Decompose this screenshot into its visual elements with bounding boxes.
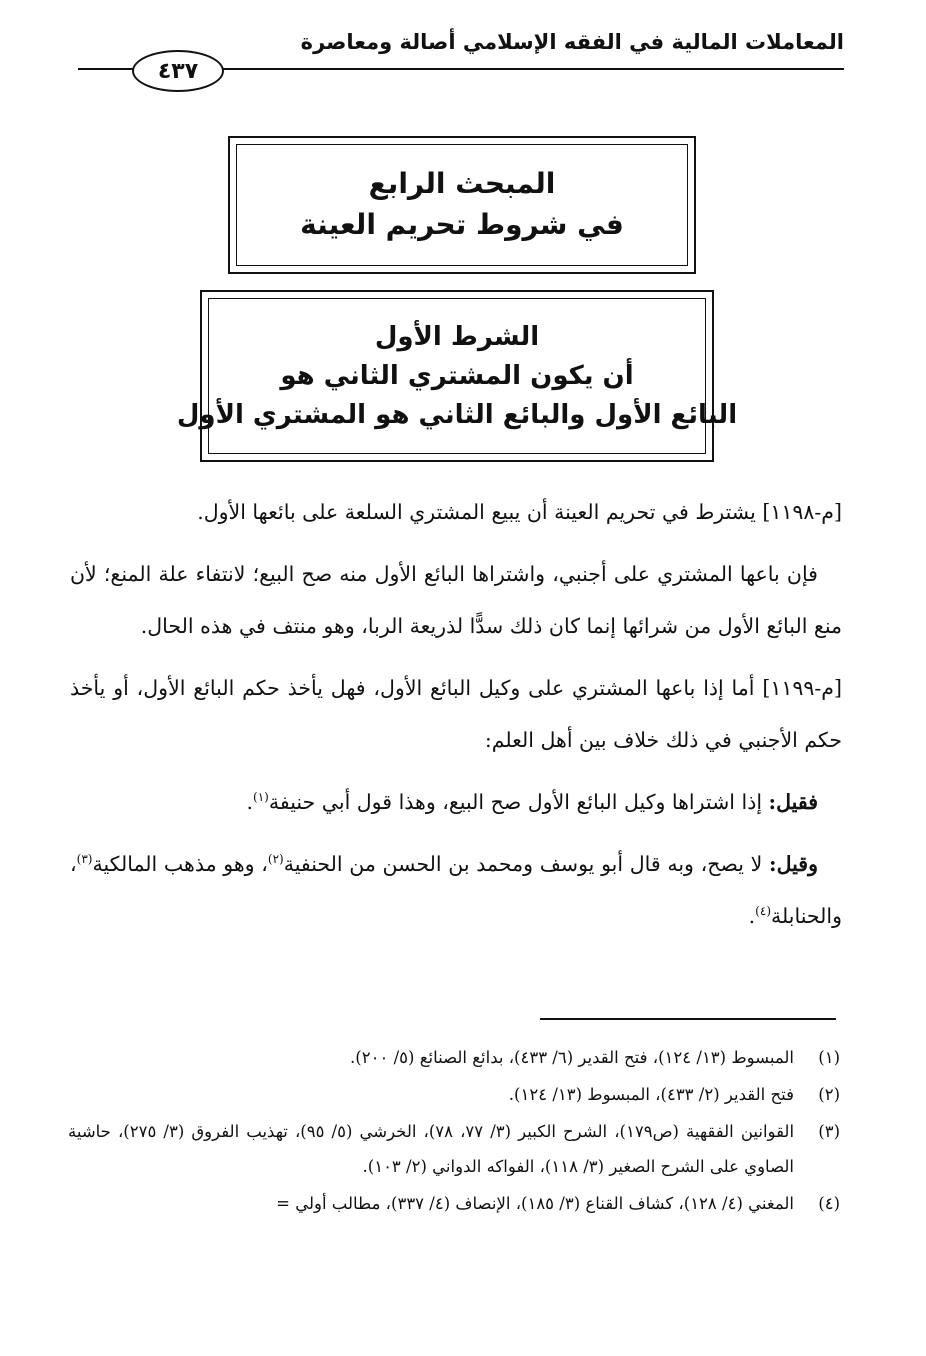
footnote-number: (٢)	[818, 1085, 840, 1104]
condition-line-2: أن يكون المشتري الثاني هو	[280, 360, 634, 391]
paragraph-5-text-2: ، وهو مذهب المالكية	[92, 852, 268, 876]
opinion-lead-1: فقيل:	[768, 790, 818, 814]
footnote-text: فتح القدير (٢/ ٤٣٣)، المبسوط (١٣/ ١٢٤).	[508, 1085, 794, 1104]
footnote-ref-1[interactable]: (١)	[253, 790, 269, 805]
footnote-text: القوانين الفقهية (ص١٧٩)، الشرح الكبير (٣/ ٧٧، ٧٨)، الخرشي (٥/ ٩٥)، تهذيب الفروق (٣/ ٢٧٥)، حاشية الصاوي على الشرح الصغير (٣/ ١١٨)، الفواكه الدواني (٢/ ١٠٣).	[68, 1122, 795, 1176]
footnote-2	[68, 1077, 840, 1112]
condition-line-3: البائع الأول والبائع الثاني هو المشتري الأول	[176, 399, 738, 430]
footnotes	[68, 1040, 840, 1223]
issue-marker-1198: [م-١١٩٨]	[762, 500, 842, 524]
condition-title-box	[176, 290, 738, 462]
paragraph-5	[70, 838, 842, 942]
footnote-text: المغني (٤/ ١٢٨)، كشاف القناع (٣/ ١٨٥)، الإنصاف (٤/ ٣٣٧)، مطالب أولي =	[276, 1194, 794, 1213]
footnote-ref-4[interactable]: (٤)	[755, 904, 771, 919]
footnote-3	[68, 1114, 840, 1184]
section-subheading: في شروط تحريم العينة	[300, 208, 624, 241]
footnote-1	[68, 1040, 840, 1075]
footnote-4	[68, 1186, 840, 1221]
section-heading: المبحث الرابع	[368, 167, 556, 201]
paragraph-3-text: أما إذا باعها المشتري على وكيل البائع الأول، فهل يأخذ حكم البائع الأول، أو يأخذ حكم الأجنبي في ذلك خلاف بين أهل العلم:	[70, 676, 842, 752]
paragraph-5-end: .	[748, 904, 756, 928]
issue-marker-1199: [م-١١٩٩]	[762, 676, 842, 700]
footnote-number: (٤)	[818, 1194, 840, 1213]
footnote-separator	[540, 1018, 836, 1020]
condition-heading: الشرط الأول	[374, 321, 540, 352]
page-number: ٤٣٧	[132, 50, 224, 92]
paragraph-2	[70, 548, 842, 652]
paragraph-5-text-1: لا يصح، وبه قال أبو يوسف ومحمد بن الحسن من الحنفية	[283, 852, 770, 876]
section-title-box	[228, 136, 696, 274]
paragraph-1-text: يشترط في تحريم العينة أن يبيع المشتري السلعة على بائعها الأول.	[197, 500, 763, 524]
paragraph-3	[70, 662, 842, 766]
paragraph-1	[70, 486, 842, 538]
paragraph-4-end: .	[246, 790, 254, 814]
paragraph-2-text: فإن باعها المشتري على أجنبي، واشتراها البائع الأول منه صح البيع؛ لانتفاء علة المنع؛ لأن منع البائع الأول من شرائها إنما كان ذلك سدًّا لذريعة الربا، وهو منتف في هذه الحال.	[70, 562, 842, 638]
footnote-ref-2[interactable]: (٢)	[267, 852, 284, 867]
footnote-text: المبسوط (١٣/ ١٢٤)، فتح القدير (٦/ ٤٣٣)، بدائع الصنائع (٥/ ٢٠٠).	[350, 1048, 794, 1067]
paragraph-4	[70, 776, 842, 828]
opinion-lead-2: وقيل:	[769, 852, 818, 876]
footnote-number: (١)	[818, 1048, 840, 1067]
footnote-ref-3[interactable]: (٣)	[76, 852, 93, 867]
footnote-number: (٣)	[818, 1122, 840, 1141]
body-text	[70, 486, 842, 952]
paragraph-4-text: إذا اشتراها وكيل البائع الأول صح البيع، وهذا قول أبي حنيفة	[268, 790, 769, 814]
paragraph-5-text-3: ، والحنابلة	[70, 852, 842, 928]
running-title: المعاملات المالية في الفقه الإسلامي أصالة ومعاصرة	[300, 30, 844, 54]
